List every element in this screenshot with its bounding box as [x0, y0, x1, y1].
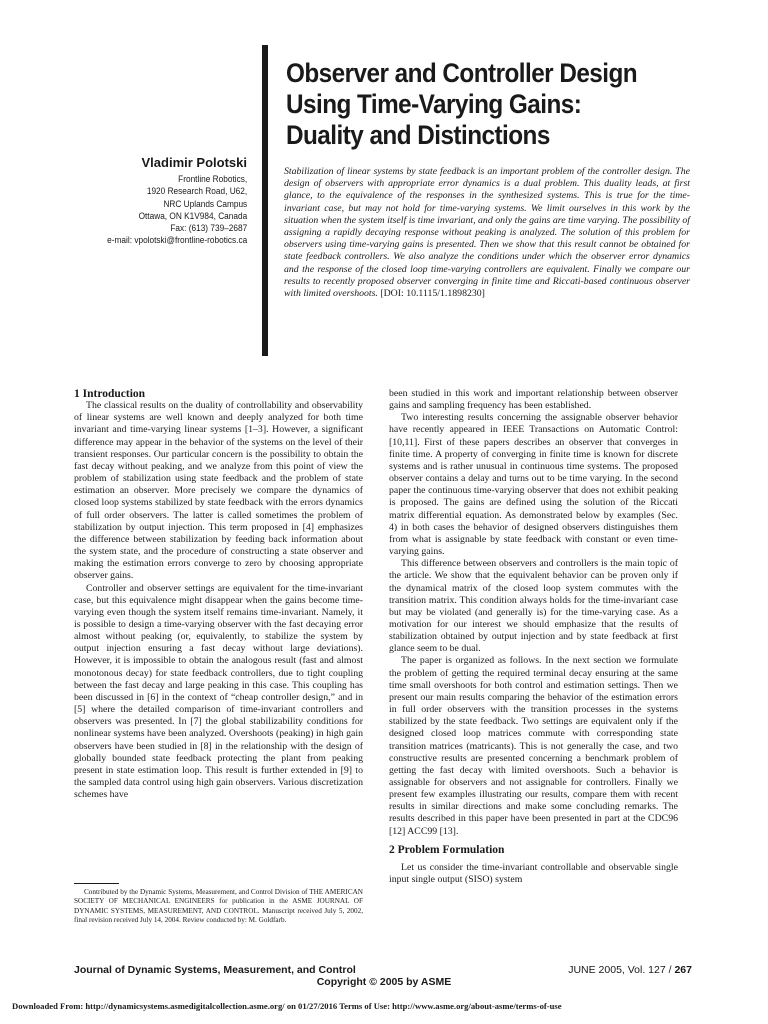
download-notice: Downloaded From: http://dynamicsystems.asmedigitalcollection.asme.org/ on 01/27/2016 Terms of Use: http://www.asme.org/about-asme/terms-of-use	[12, 1001, 562, 1011]
body-paragraph: been studied in this work and important relationship between observer gains and sampling frequency has been established.	[389, 388, 678, 412]
section-heading-problem-formulation: 2 Problem Formulation	[389, 843, 505, 856]
footer-copyright: Copyright © 2005 by ASME	[316, 976, 452, 988]
body-paragraph: Let us consider the time-invariant controllable and observable single input single output (SISO) system	[389, 861, 678, 886]
doi: [DOI: 10.1115/1.1898230]	[380, 288, 485, 300]
affiliation-line: Frontline Robotics,	[177, 174, 247, 184]
title-line: Duality and Distinctions	[286, 120, 550, 150]
affiliation-line: 1920 Research Road, U62,	[146, 186, 247, 197]
footer-issue	[568, 964, 692, 976]
title-line: Observer and Controller Design	[286, 58, 638, 88]
title-line: Using Time-Varying Gains:	[286, 89, 582, 119]
footnote: Contributed by the Dynamic Systems, Measurement, and Control Division of THE AMERICAN SOCIETY OF MECHANICAL ENGINEERS for publication in the ASME JOURNAL OF DYNAMIC SYSTEMS, MEASUREMENT, AND CONTROL. Manuscript received July 5, 2002, final revision received July 14, 2004. Review conducted by: M. Goldfarb.	[74, 888, 363, 925]
affiliation-email: e-mail: vpolotski@frontline-robotics.ca	[106, 235, 247, 246]
body-paragraph: The paper is organized as follows. In the next section we formulate the problem of getting the required terminal decay ensuring at the same time small overshoots for both control and estimation settings. Then we present our main results comparing the behavior of the estimation errors in full order observers with the transition processes in the systems stabilized by the state feedback. Two settings are equivalent only if the designed closed loop matrices commute with corresponding state transition matrices (matricants). This is not generally the case, and two constructive results are presented concerning a benchmark problem of getting the fast decay with limited overshoots. Such a behavior is assignable for observers and not assignable for controllers. Finally we present few examples illustrating our results, compare them with recent results in similar directions and make some concluding remarks. The results described in this paper have been presented in part at the CDC96 [12] ACC99 [13].	[389, 655, 678, 837]
abstract	[284, 166, 690, 300]
page-number: 267	[674, 964, 692, 976]
affiliation-line: NRC Uplands Campus	[163, 198, 247, 209]
footer-journal-name: Journal of Dynamic Systems, Measurement, and Control	[74, 964, 356, 976]
abstract-text: Stabilization of linear systems by state feedback is an important problem of the controller design. The design of observers with appropriate error dynamics is a dual problem. This duality leads, at first glance, to the equivalence of the responses in the synthesized systems. This is true for the time-invariant case, but may not hold for time-varying systems. We limit ourselves in this work by the situation when the system itself is time invariant, and only the gains are time varying. The possibility of assigning a rapidly decaying response without peaking is analyzed. The solution of this problem for observers using time-varying gains is presented. Then we show that this result cannot be obtained for state feedback controllers. We also analyze the conditions under which the observer error dynamics and the response of the closed loop time-varying controllers are equivalent. Finally we compare our results to recently proposed observer converging in finite time and Riccati-based continuous observer with limited overshoots.	[284, 166, 690, 300]
section-heading-introduction: 1 Introduction	[74, 388, 146, 400]
author-block	[95, 155, 247, 247]
body-paragraph: This difference between observers and controllers is the main topic of the article. We show that the equivalent behavior can be proven only if the dynamical matrix of the closed loop system commutes with the transition matrix. This condition always holds for the time-invariant case but may be violated (and generally is) for the time-varying case. As a motivation for our interest we should emphasize that the results of stabilization obtained by output injection and by state feedback at first glance seem to be dual.	[389, 558, 678, 655]
footer-issue-text: JUNE 2005, Vol. 127 /	[568, 964, 672, 976]
affiliation-fax: Fax: (613) 739–2687	[170, 223, 247, 234]
footnote-divider	[74, 883, 119, 884]
paper-title	[286, 58, 682, 151]
right-column	[389, 388, 678, 886]
body-paragraph: Two interesting results concerning the assignable observer behavior have recently appeared in IEEE Transactions on Automatic Control: [10,11]. First of these papers describes an observer that converges in finite time. A property of converging in finite time is known for discrete systems and is rather unusual in continuous time systems. The proposed observer contains a delay and turns out to be time varying. In the second paper the continuous time-varying observer that does not exhibit peaking is proposed. The gains are defined using the solution of the Riccati matrix differential equation. As demonstrated below by examples (Sec. 4) in both cases the behavior of designed observers distinguishes them from what is assignable by state feedback with constant or even time-varying gains.	[389, 412, 678, 558]
title-accent-bar	[262, 45, 268, 356]
body-paragraph: Controller and observer settings are equivalent for the time-invariant case, but this equivalence might disappear when the gains become time-varying even though the system itself remains time-invariant. Namely, it is possible to design a time-varying observer with the fast decaying error almost without peaking (or, equivalently, to stabilize the system by output injection ensuring a fast decay without large deviations). However, it is impossible to obtain the analogous result (fast and almost monotonous decay) for state feedback controllers, due to tight coupling between the fast decay and large peaking in this case. This coupling has been discussed in [6] in the context of “cheap controller design,” and in [5] where the detailed comparison of time-invariant controllers and observers was presented. In [7] the global stabilizability conditions for nonlinear systems have been analyzed. Overshoots (peaking) in high gain observers have been studied in [8] in the relationship with the design of globally bounded state feedback protecting the plant from peaking present in state estimation loop. This result is further extended in [9] to the sampled data control using high gain observers. Various discretization schemes have	[74, 582, 363, 801]
body-paragraph: The classical results on the duality of controllability and observability of linear systems are well known and deeply analyzed for both time invariant and time-varying linear systems [1–3]. However, a significant difference may appear in the behavior of the systems on the level of their transient responses. Our particular concern is the possibility to obtain the fast decay without peaking, and we analyze from this point of view the problem of stabilization using state feedback and the problem of state estimation an observer. More precisely we compare the dynamics of closed loop systems stabilized by state feedback with the errors dynamics of full order observers. The latter is called sometimes the problem of stabilization by output injection. This term proposed in [4] emphasizes the difference between stabilization by feeding back information about the system state, and the procedure of constructing a state observer and making the estimation errors converge to zero by choosing appropriate observer gains.	[74, 400, 363, 582]
affiliation-line: Ottawa, ON K1V984, Canada	[138, 210, 247, 221]
author-name: Vladimir Polotski	[141, 155, 247, 170]
left-column	[74, 388, 363, 801]
